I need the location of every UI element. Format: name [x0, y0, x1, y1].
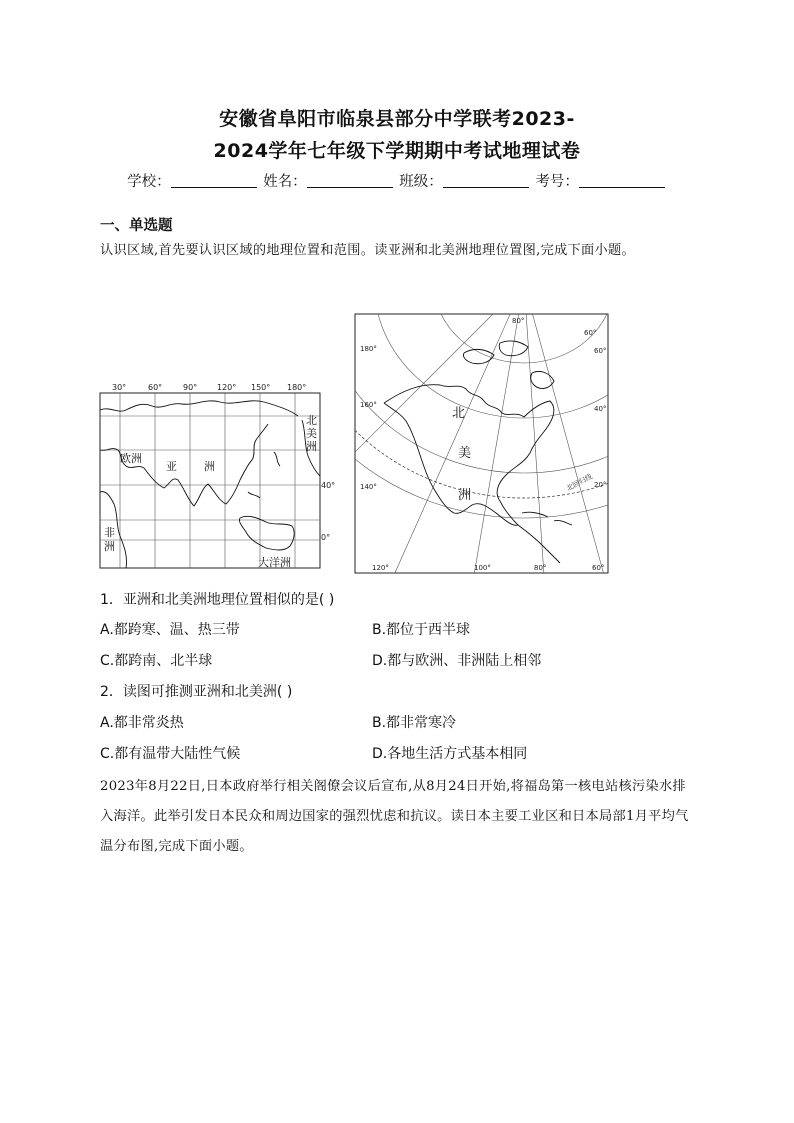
na-left-label: 160°	[360, 401, 377, 409]
asia-map-frame	[100, 393, 320, 568]
tropic-of-cancer-line	[292, 68, 756, 498]
question-1-stem: 1．亚洲和北美洲地理位置相似的是( )	[100, 592, 335, 608]
na-label-2: 美	[458, 446, 472, 461]
asia-location-map	[98, 380, 336, 570]
na-label-3: 洲	[458, 488, 472, 503]
asia-lon-label: 180°	[287, 383, 307, 392]
north-america-label-2: 美	[306, 427, 317, 440]
na-top-lon-label: 80°	[512, 317, 525, 325]
exam-number-label: 考号：	[535, 174, 579, 190]
na-right-label: 40°	[594, 405, 607, 413]
asia-map-lon-labels	[112, 383, 306, 392]
na-map-coastlines	[384, 341, 572, 563]
asia-map-region-labels	[104, 414, 317, 569]
na-bottom-lon-label: 80°	[534, 564, 547, 572]
school-label: 学校：	[127, 174, 171, 190]
school-blank[interactable]	[171, 173, 257, 188]
asia-lat-label: 0°	[321, 533, 331, 542]
class-blank[interactable]	[443, 173, 529, 188]
exam-number-blank[interactable]	[579, 173, 665, 188]
question-1-option-d[interactable]: D.都与欧洲、非洲陆上相邻	[372, 653, 542, 669]
na-map-bottom-lon-labels	[372, 564, 604, 572]
name-blank[interactable]	[307, 173, 393, 188]
asia-lon-label: 60°	[148, 383, 163, 392]
intro-paragraph-2: 2023年8月22日,日本政府举行相关阁僚会议后宣布,从8月24日开始,将福岛第一核电站核污染水排入海洋。此举引发日本民众和周边国家的强烈忧虑和抗议。读日本主要工业区和日本局部1月平均气温分布图,完成下面小题。	[100, 779, 689, 854]
north-america-label-3: 洲	[306, 440, 317, 453]
section-heading: 一、单选题	[100, 218, 173, 234]
na-right-label: 20°	[594, 481, 607, 489]
asia-lon-label: 120°	[217, 383, 237, 392]
europe-label: 欧洲	[120, 452, 142, 465]
oceania-label: 大洋洲	[258, 556, 291, 569]
na-map-top-lon-labels	[512, 317, 596, 337]
na-bottom-lon-label: 120°	[372, 564, 389, 572]
exam-title-line-2: 2024学年七年级下学期期中考试地理试卷	[213, 140, 581, 162]
question-2-stem: 2．读图可推测亚洲和北美洲( )	[100, 684, 293, 700]
asia-lat-label: 40°	[321, 481, 336, 490]
asia-map-lat-labels	[321, 481, 335, 542]
na-map-frame	[355, 314, 608, 573]
question-2-option-d[interactable]: D.各地生活方式基本相同	[372, 746, 528, 762]
question-2-option-a[interactable]: A.都非常炎热	[100, 715, 184, 731]
na-top-lon-label: 60°	[584, 329, 597, 337]
asia-map-coastlines	[100, 401, 320, 568]
na-left-label: 140°	[360, 483, 377, 491]
na-bottom-lon-label: 100°	[474, 564, 491, 572]
north-america-location-map	[354, 313, 610, 575]
na-bottom-lon-label: 60°	[592, 564, 605, 572]
asia-label-1: 亚	[166, 460, 177, 473]
question-1-option-c[interactable]: C.都跨南、北半球	[100, 653, 213, 669]
asia-lon-label: 30°	[112, 383, 127, 392]
question-1-option-b[interactable]: B.都位于西半球	[372, 622, 471, 638]
africa-label-1: 非	[104, 526, 115, 539]
question-1-option-a[interactable]: A.都跨寒、温、热三带	[100, 622, 240, 638]
class-label: 班级：	[399, 174, 443, 190]
exam-title-line-1: 安徽省阜阳市临泉县部分中学联考2023-	[219, 108, 575, 130]
name-label: 姓名：	[263, 174, 307, 190]
na-map-right-labels	[594, 347, 606, 489]
north-america-label-1: 北	[306, 414, 317, 427]
africa-label-2: 洲	[104, 540, 115, 553]
question-2-option-b[interactable]: B.都非常寒冷	[372, 715, 457, 731]
question-2-option-c[interactable]: C.都有温带大陆性气候	[100, 746, 241, 762]
asia-label-2: 洲	[204, 460, 215, 473]
tropic-of-cancer-label: 北回归线	[565, 472, 594, 493]
intro-paragraph-1: 认识区域,首先要认识区域的地理位置和范围。读亚洲和北美洲地理位置图,完成下面小题。	[100, 243, 635, 258]
student-info-fields	[0, 170, 794, 191]
na-label-1: 北	[452, 406, 466, 421]
asia-map-graticule	[100, 393, 320, 568]
na-right-label: 60°	[594, 347, 607, 355]
asia-lon-label: 90°	[183, 383, 198, 392]
asia-lon-label: 150°	[251, 383, 271, 392]
na-left-label: 180°	[360, 345, 377, 353]
